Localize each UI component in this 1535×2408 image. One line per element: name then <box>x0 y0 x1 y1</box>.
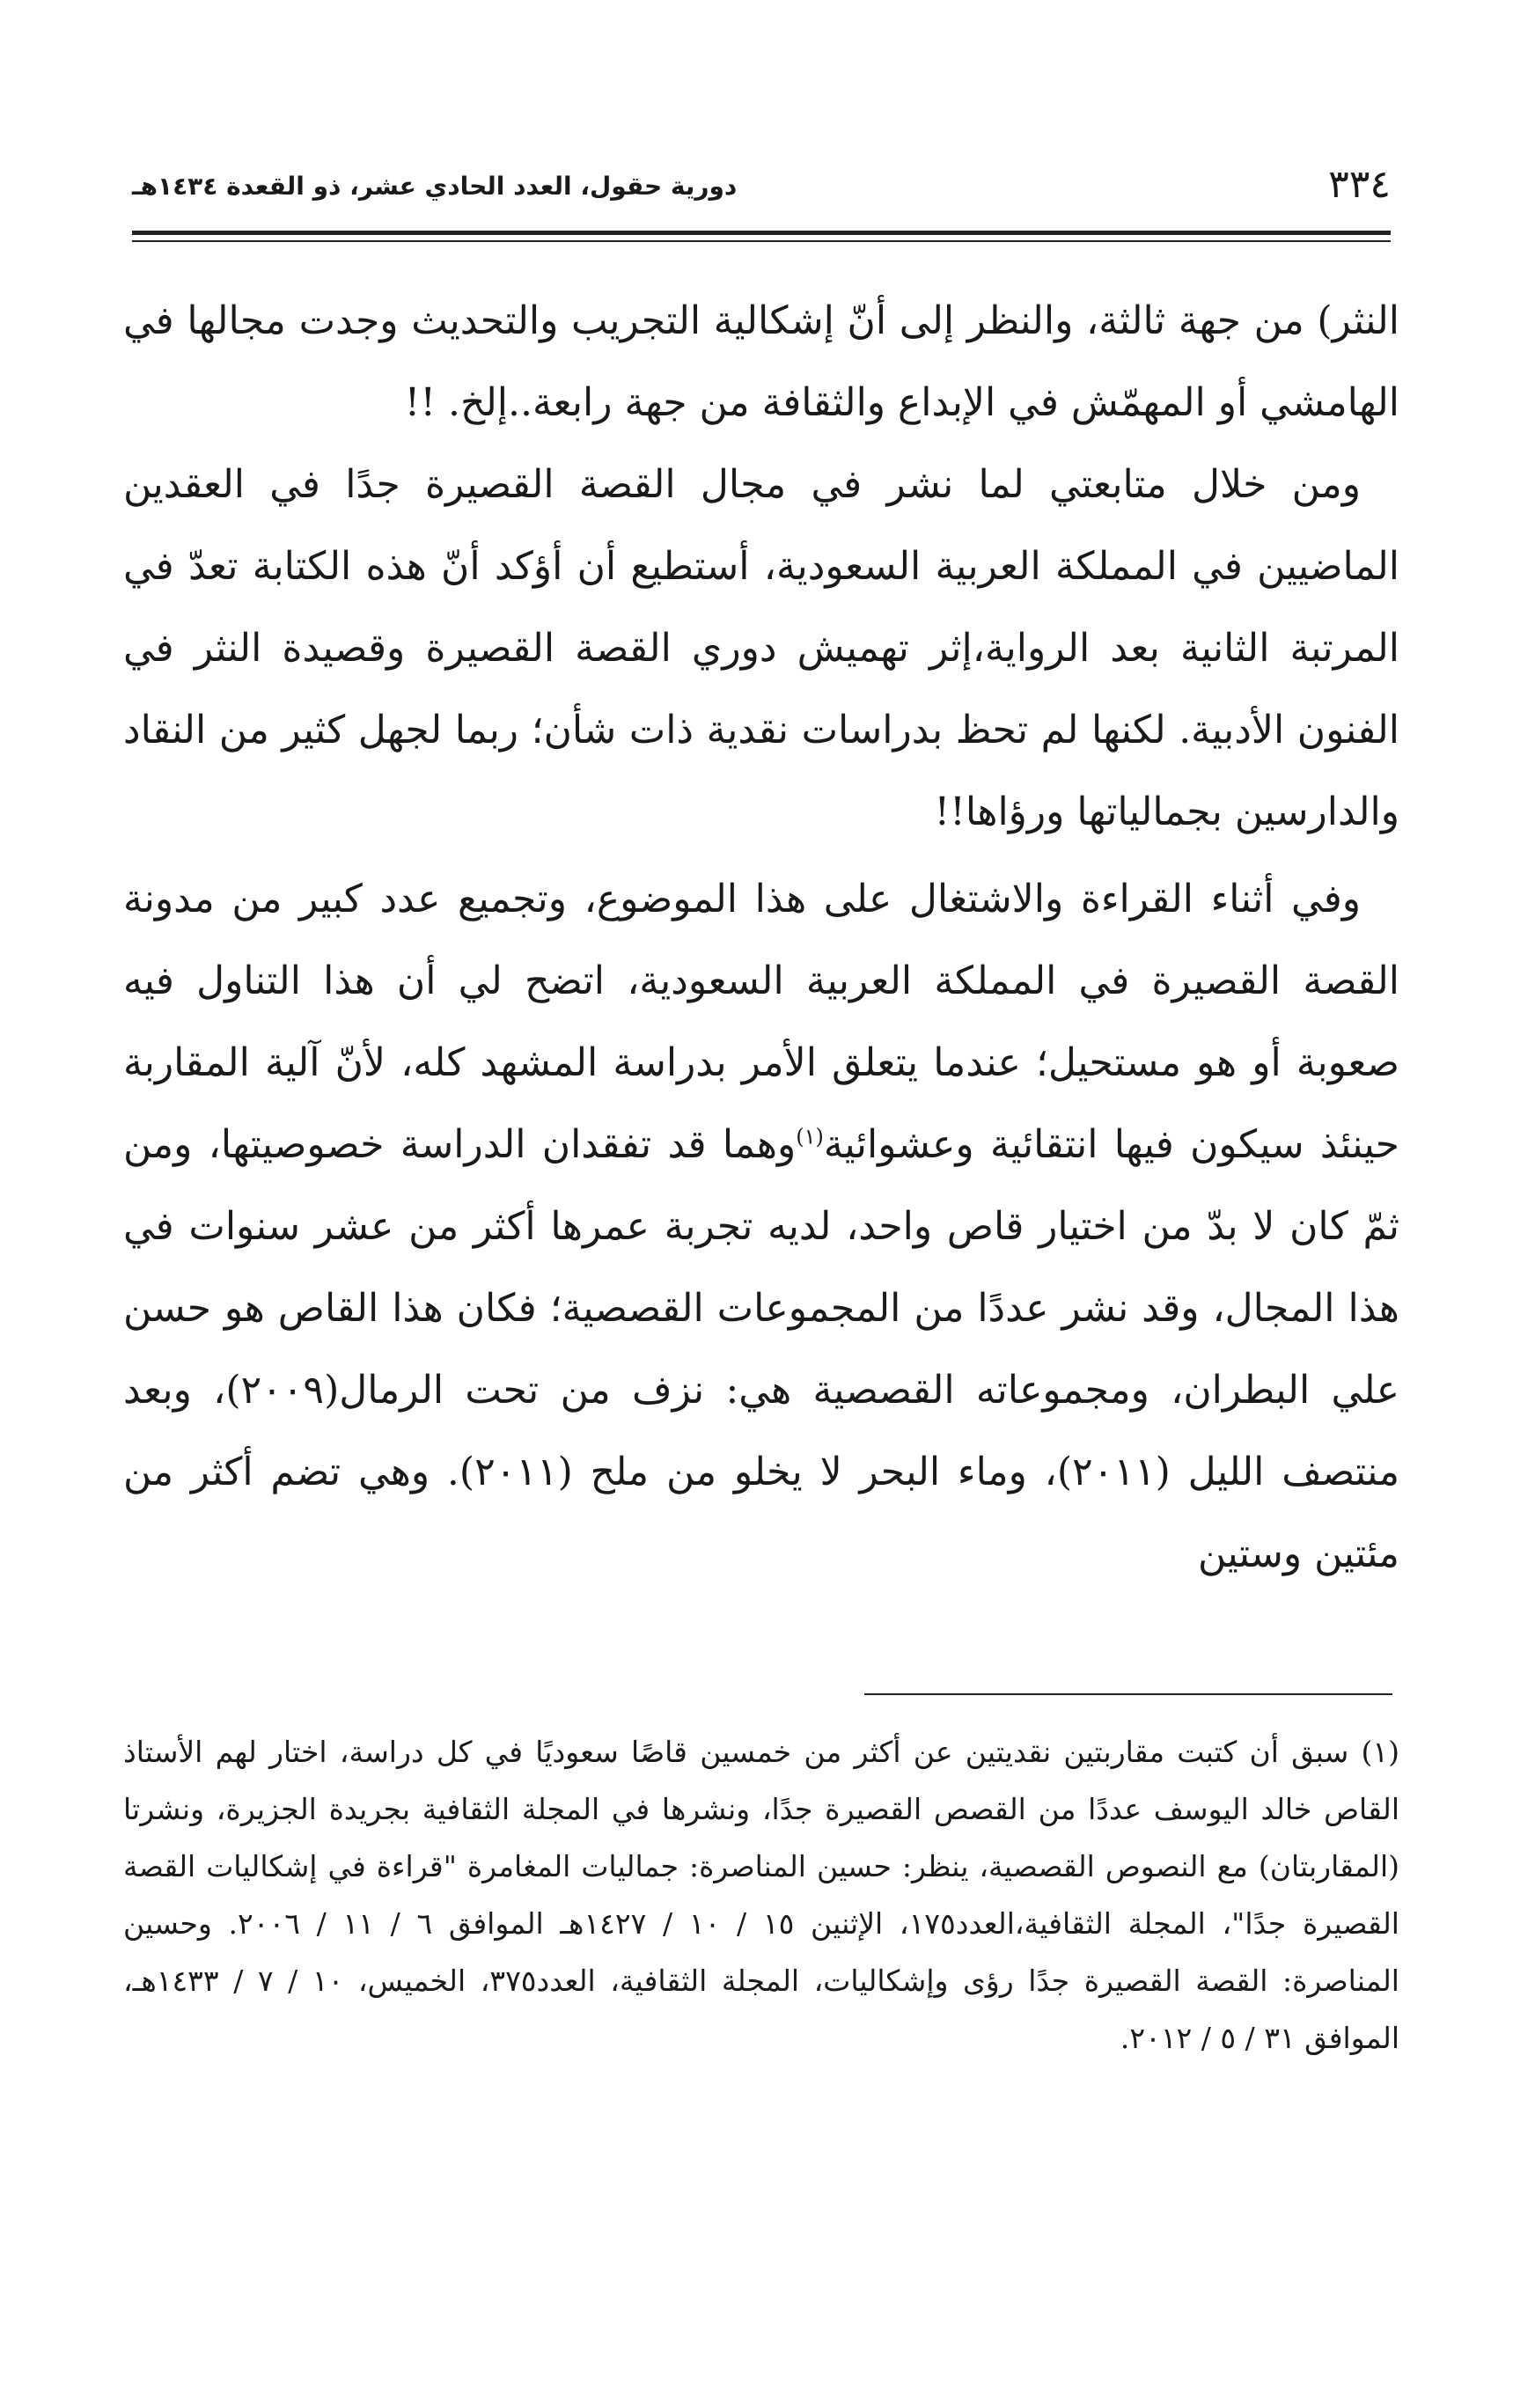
paragraph-2: ومن خلال متابعتي لما نشر في مجال القصة القصيرة جدًا في العقدين الماضيين في المملكة العربية السعودية، أستطيع أن أؤكد أنّ هذه الكتابة تعدّ في المرتبة الثانية بعد الرواية،إثر تهميش دوري القصة القصيرة وقصيدة النثر في الفنون الأدبية. لكنها لم تحظ بدراسات نقدية ذات شأن؛ ربما لجهل كثير من النقاد والدارسين بجمالياتها ورؤاها!! <box>123 462 1399 834</box>
footnote-reference: (١) <box>796 1124 824 1149</box>
footnotes <box>123 1723 1399 2067</box>
main-text <box>123 280 1399 1595</box>
header-rule-thin <box>132 240 1391 242</box>
paragraph-3-text-a: وفي أثناء القراءة والاشتغال على هذا الموضوع، وتجميع عدد كبير من مدونة القصة القصيرة في المملكة العربية السعودية، اتضح لي أن هذا التناول فيه صعوبة أو هو مستحيل؛ عندما يتعلق الأمر بدراسة المشهد كله، لأنّ آلية المقاربة حينئذ سيكون فيها انتقائية وعشوائية <box>123 877 1399 1167</box>
footnote-separator <box>864 1693 1392 1695</box>
footnote-1: (١) سبق أن كتبت مقاربتين نقديتين عن أكثر من خمسين قاصًا سعوديًا في كل دراسة، اختار لهم الأستاذ القاص خالد اليوسف عددًا من القصص القصيرة جدًا، ونشرها في المجلة الثقافية بجريدة الجزيرة، ونشرتا (المقاربتان) مع النصوص القصصية، ينظر: حسين المناصرة: جماليات المغامرة "قراءة في إشكاليات القصة القصيرة جدًا"، المجلة الثقافية،العدد١٧٥، الإثنين ١٥ / ١٠ / ١٤٢٧هـ الموافق ٦ / ١١ / ٢٠٠٦. وحسين المناصرة: القصة القصيرة جدًا رؤى وإشكاليات، المجلة الثقافية، العدد٣٧٥، الخميس، ١٠ / ٧ / ١٤٣٣هـ، الموافق ٣١ / ٥ / ٢٠١٢. <box>123 1735 1399 2055</box>
paragraph-1: النثر) من جهة ثالثة، والنظر إلى أنّ إشكالية التجريب والتحديث وجدت مجالها في الهامشي أو المهمّش في الإبداع والثقافة من جهة رابعة..إلخ. !! <box>123 298 1399 425</box>
page-number: ٣٣٤ <box>1328 162 1391 207</box>
page-header <box>132 160 1391 213</box>
header-rule-thick <box>132 231 1391 235</box>
paragraph-3-text-b: وهما قد تفقدان الدراسة خصوصيتها، ومن ثمّ كان لا بدّ من اختيار قاص واحد، لديه تجربة عمرها أكثر من عشر سنوات في هذا المجال، وقد نشر عددًا من المجموعات القصصية؛ فكان هذا القاص هو حسن علي البطران، ومجموعاته القصصية هي: نزف من تحت الرمال(٢٠٠٩)، وبعد منتصف الليل (٢٠١١)، وماء البحر لا يخلو من ملح (٢٠١١). وهي تضم أكثر من مئتين وستين <box>123 1122 1400 1576</box>
running-title: دورية حقول، العدد الحادي عشر، ذو القعدة ١٤٣٤هـ <box>132 172 738 201</box>
paragraph-3 <box>123 858 1399 1595</box>
